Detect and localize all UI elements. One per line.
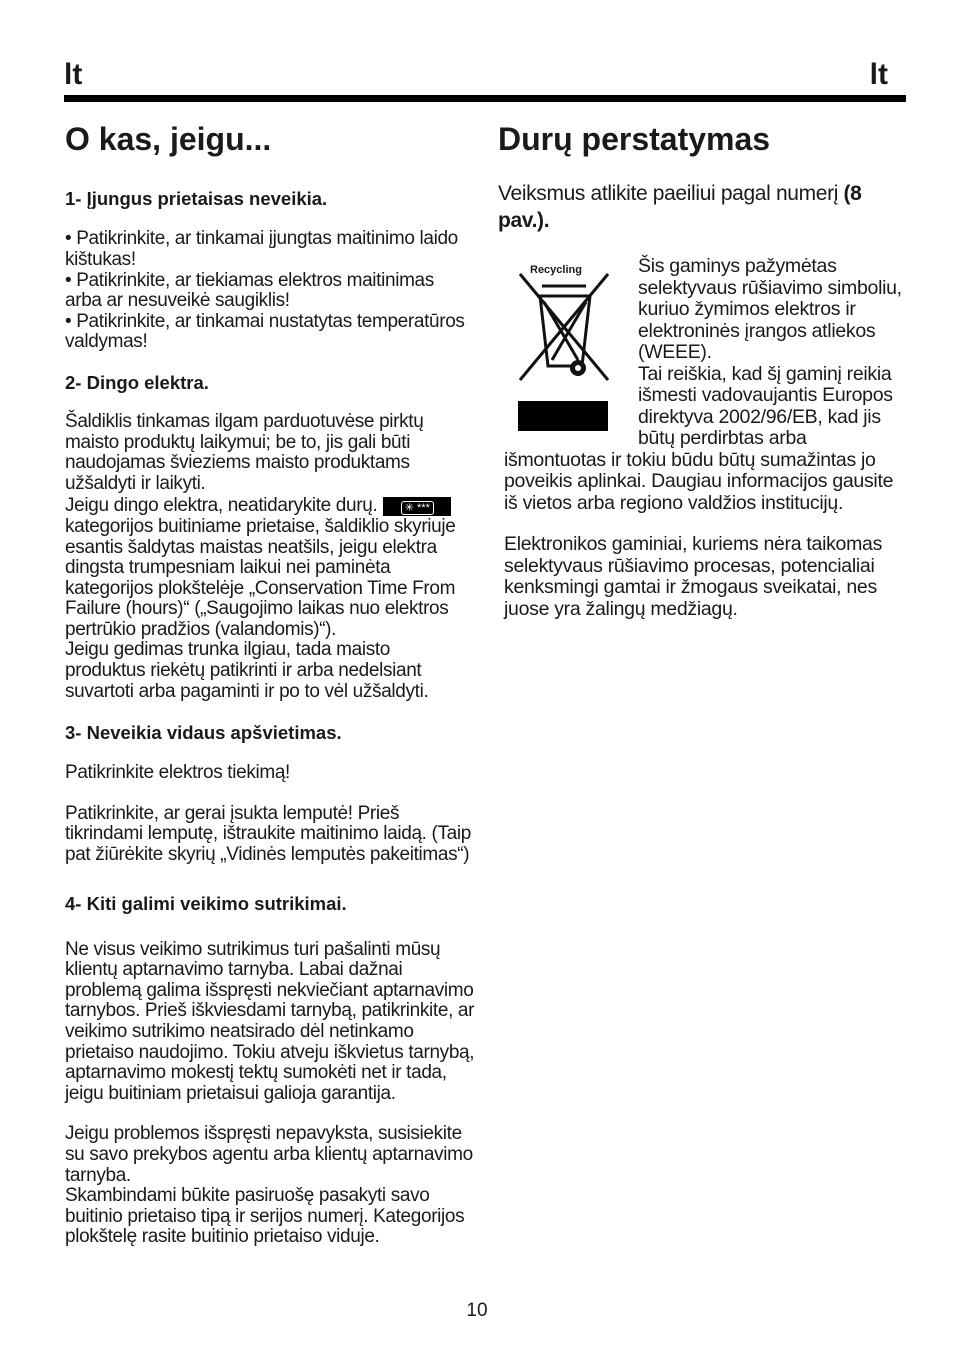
category-text: kategorijos buitiniame prietaise, šaldiklio skyriuje esantis šaldytas maistas neatšils, jeigu elektra dingsta trumpesniam laikui nei paminėta kategorijos plokštelėje „Conservation Time From Failure (hours)“ („Saugojimo laikas nuo elektros pertrūkio pradžios (valandomis)“).	[65, 515, 456, 640]
door-reversal-intro	[498, 180, 908, 234]
list-item: • Patikrinkite, ar tinkamai nustatytas temperatūros valdymas!	[65, 310, 465, 353]
section-4-paragraph-3: Skambindami būkite pasiruošę pasakyti savo buitinio prietaiso tipą ir serijos numerį. Kategorijos plokštelę rasite buitinio prietaiso viduje.	[65, 1185, 465, 1248]
section-1-title: 1- Įjungus prietaisas neveikia.	[65, 188, 328, 210]
electronics-paragraph: Elektronikos gaminiai, kuriems nėra taikomas selektyvaus rūšiavimo procesas, potencialiai kenksmingi gamtai ir žmogaus sveikatai, nes juose yra žalingų medžiagų.	[504, 533, 883, 620]
section-1-list	[65, 229, 475, 353]
right-column	[498, 120, 908, 620]
list-item: • Patikrinkite, ar tinkamai įjungtas maitinimo laido kištukas!	[65, 228, 458, 270]
troubleshooting-title: O kas, jeigu...	[65, 121, 272, 157]
page-number: 10	[466, 1300, 488, 1321]
section-2-paragraph-3: Jeigu gedimas trunka ilgiau, tada maisto produktus riekėtų patikrinti ir arba nedelsiant suvartoti arba pagaminti ir po to vėl užšaldyti.	[65, 639, 429, 702]
section-3-paragraph-1: Patikrinkite elektros tiekimą!	[65, 762, 290, 784]
section-2-paragraph-1: Šaldiklis tinkamas ilgam parduotuvėse pirktų maisto produktų laikymui; be to, jis gali būti naudojamas švieziems maisto produktams užšaldyti ir laikyti.	[65, 410, 424, 494]
section-2-title: 2- Dingo elektra.	[65, 371, 209, 393]
recycling-label: Recycling	[530, 264, 582, 277]
section-4-paragraph-1: Ne visus veikimo sutrikimus turi pašalinti mūsų klientų aptarnavimo tarnyba. Labai dažnai problemą galima išspręsti nekviečiant aptarnavimo tarnybos. Prieš iškviesdami tarnybą, patikrinkite, ar veikimo sutrikimo neatsirado dėl netinkamo prietaiso naudojimo. Tokiu atveju iškvietus tarnybą, aptarnavimo mokestį tektų sumokėti net ir tada, jeigu buitiniam prietaisui galioja garantija.	[65, 938, 475, 1104]
freezer-star-rating-icon: ✳ ***	[383, 497, 451, 516]
power-outage-text: Jeigu dingo elektra, neatidarykite durų.	[65, 495, 378, 517]
weee-paragraph-1: Šis gaminys pažymėtas selektyvaus rūšiavimo simboliu, kuriuo žymimos elektros ir elektroninės įrangos atliekos (WEEE).	[638, 255, 902, 364]
section-3-paragraph-2: Patikrinkite, ar gerai įsukta lemputė! Prieš tikrindami lemputę, ištraukite maitinimo laidą. (Taip pat žiūrėkite skyrių „Vidinės lemputės pakeitimas“)	[65, 802, 471, 866]
weee-block	[498, 256, 908, 620]
weee-symbol	[504, 256, 626, 436]
section-4-paragraph-2: Jeigu problemos išspręsti nepavyksta, susisiekite su savo prekybos agentu arba klientų aptarnavimo tarnyba.	[65, 1123, 473, 1186]
language-code-left: lt	[64, 58, 83, 91]
section-4-title: 4- Kiti galimi veikimo sutrikimai.	[65, 892, 347, 914]
section-3-title: 3- Neveikia vidaus apšvietimas.	[65, 722, 342, 744]
list-item: • Patikrinkite, ar tiekiamas elektros maitinimas arba ar nesuveikė saugiklis!	[65, 269, 434, 312]
section-2-paragraph-2	[65, 496, 475, 640]
weee-paragraph-2: Tai reiškia, kad šį gaminį reikia išmesti vadovaujantis Europos direktyva 2002/96/EB, kad jis būtų perdirbtas arba išmontuotas ir tokiu būdu būtų sumažintas jo poveikis aplinkai. Daugiau informacijos gausite iš vietos arba regiono valdžios institucijų.	[504, 362, 894, 514]
weee-bar	[518, 401, 608, 431]
crossed-out-bin-icon	[504, 256, 626, 396]
figure-reference: (8 pav.).	[498, 182, 862, 233]
language-code-right: lt	[869, 58, 888, 91]
intro-text: Veiksmus atlikite paeiliui pagal numerį	[498, 182, 839, 206]
door-reversal-title: Durų perstatymas	[498, 121, 771, 157]
left-column	[65, 120, 475, 1248]
header-rule	[64, 95, 906, 102]
